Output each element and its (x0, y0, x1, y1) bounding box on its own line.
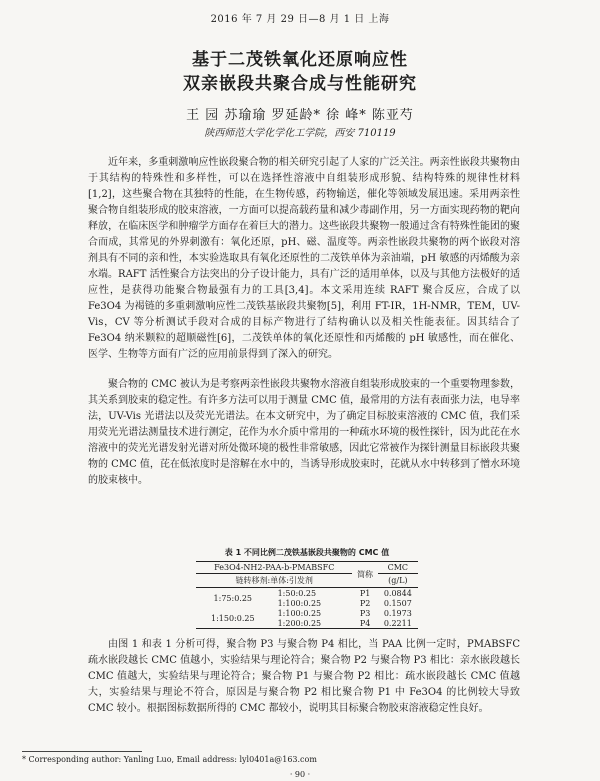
table-row (196, 608, 418, 618)
table-cell-name: P3 (359, 608, 371, 618)
table-cell-group: 1:150:0.25 (211, 613, 255, 623)
table-header-cmc: CMC (378, 562, 418, 574)
table-caption: 表 1 不同比例二茂铁基嵌段共聚物的 CMC 值 (224, 548, 390, 557)
paper-title (0, 48, 600, 96)
table-group-header: Fe3O4-NH2-PAA-b-PMABSFC (196, 562, 352, 574)
table-header-name: 简称 (352, 562, 377, 588)
table-cell-cmc: 0.1507 (383, 598, 412, 608)
table-header-unit: (g/L) (378, 574, 418, 588)
table-cell-name: P4 (359, 618, 371, 628)
table-grid (196, 561, 418, 629)
title-line-2: 双亲嵌段共聚合成与性能研究 (183, 74, 417, 94)
paragraph-analysis: 由图 1 和表 1 分析可得，聚合物 P3 与聚合物 P4 相比，当 PAA 比例一定时，PMABSFC 疏水嵌段越长 CMC 值越小，实验结果与理论符合；聚合物 P2 与聚合物 P3 相比：亲水嵌段越长 CMC 值越大，实验结果与理论符合；聚合物 P1 与聚合物 P2 相比：疏水嵌段越长 CMC 值越大，实验结果与理论不符合，原因是与聚合物 P2 相比聚合物 P1 中 Fe3O4 的比例较大导致 CMC 较小。根据图标数据所得的 CMC 都较小，说明其目标聚合物胶束溶液稳定性良好。 (88, 639, 520, 714)
running-head: 2016 年 7 月 29 日—8 月 1 日 上海 (210, 14, 390, 25)
paragraph-cmc: 聚合物的 CMC 被认为是考察两亲性嵌段共聚物水溶液自组装形成胶束的一个重要物理参数，其关系到胶束的稳定性。有许多方法可以用于测量 CMC 值，最常用的方法有表面张力法，电导率法，UV-Vis 光谱法以及荧光光谱法。在本文研究中，为了确定目标胶束溶液的 CMC 值，我们采用荧光光谱法测量技术进行测定，芘作为水介质中常用的一种疏水环境的极性探针，因为此芘在水溶液中的荧光光谱发射光谱对所处微环境的极性非常敏感，因此它常被作为探针测量目标嵌段共聚物的 CMC 值，芘在低浓度时是溶解在水中的，当诱导形成胶束时，芘就从水中转移到了憎水环境的胶束核中。 (88, 379, 520, 486)
table-cell-name: P1 (359, 588, 371, 598)
table-cell-ratio: 1:50:0.25 (277, 588, 317, 598)
table-cell-cmc: 0.1973 (383, 608, 412, 618)
footnote-divider (22, 751, 142, 752)
cmc-table (196, 547, 418, 629)
table-cell-group: 1:75:0.25 (213, 593, 253, 603)
affiliation: 陕西师范大学化学化工学院，西安 710119 (204, 128, 396, 139)
author-list: 王 园 苏瑜瑜 罗延龄* 徐 峰* 陈亚芍 (186, 108, 414, 123)
table-header-ratio: 链转移剂:单体:引发剂 (196, 574, 352, 588)
table-row (196, 588, 418, 599)
table-cell-cmc: 0.2211 (383, 618, 412, 628)
table-cell-ratio: 1:100:0.25 (277, 608, 322, 618)
title-line-1: 基于二茂铁氧化还原响应性 (192, 50, 408, 70)
table-cell-name: P2 (359, 598, 371, 608)
paragraph-intro: 近年来，多重刺激响应性嵌段聚合物的相关研究引起了人家的广泛关注。两亲性嵌段共聚物由于其结构的特殊性和多样性，可以在选择性溶液中自组装形成形貌、结构特殊的规律性材料[1,2]，这些聚合物在其独特的性能，在生物传感，药物输送，催化等领域发展迅速。采用两亲性聚合物自组装形成的胶束溶液，一方面可以提高载药量和减少毒副作用，另一方面实现药物的靶向释放，在临床医学和肿瘤学方面存在着巨大的潜力。这些嵌段共聚物一般通过含有特殊性能团的聚合而成，其常见的外界刺激有：氧化还原，pH、磁、温度等。两亲性嵌段共聚物的两个嵌段对溶剂具有不同的亲和性，本实验选取具有氧化还原性的二茂铁单体为亲油端，pH 敏感的丙烯酸为亲水端。RAFT 活性聚合方法突出的分子设计能力，具有广泛的适用单体，以及与其他方法极好的适应性，是获得功能聚合物最强有力的工具[3,4]。本文采用连续 RAFT 聚合反应，合成了以 Fe3O4 为褐链的多重刺激响应性二茂铁基嵌段共聚物[5]，利用 FT-IR，1H-NMR，TEM，UV-Vis，CV 等分析测试手段对合成的目标产物进行了结构确认以及相关性能表征。因其结合了 Fe3O4 纳米颗粒的超顺磁性[6]，二茂铁单体的氧化还原性和丙烯酸的 pH 敏感性，而在催化、医学、生物等方面有广泛的应用前景得到了深入的研究。 (88, 157, 520, 360)
page-number: · 90 · (289, 770, 311, 779)
table-cell-cmc: 0.0844 (383, 588, 412, 598)
table-cell-ratio: 1:200:0.25 (277, 618, 322, 628)
table-cell-ratio: 1:100:0.25 (277, 598, 322, 608)
footnote: * Corresponding author: Yanling Luo, Email address: lyl0401a@163.com (22, 755, 317, 764)
